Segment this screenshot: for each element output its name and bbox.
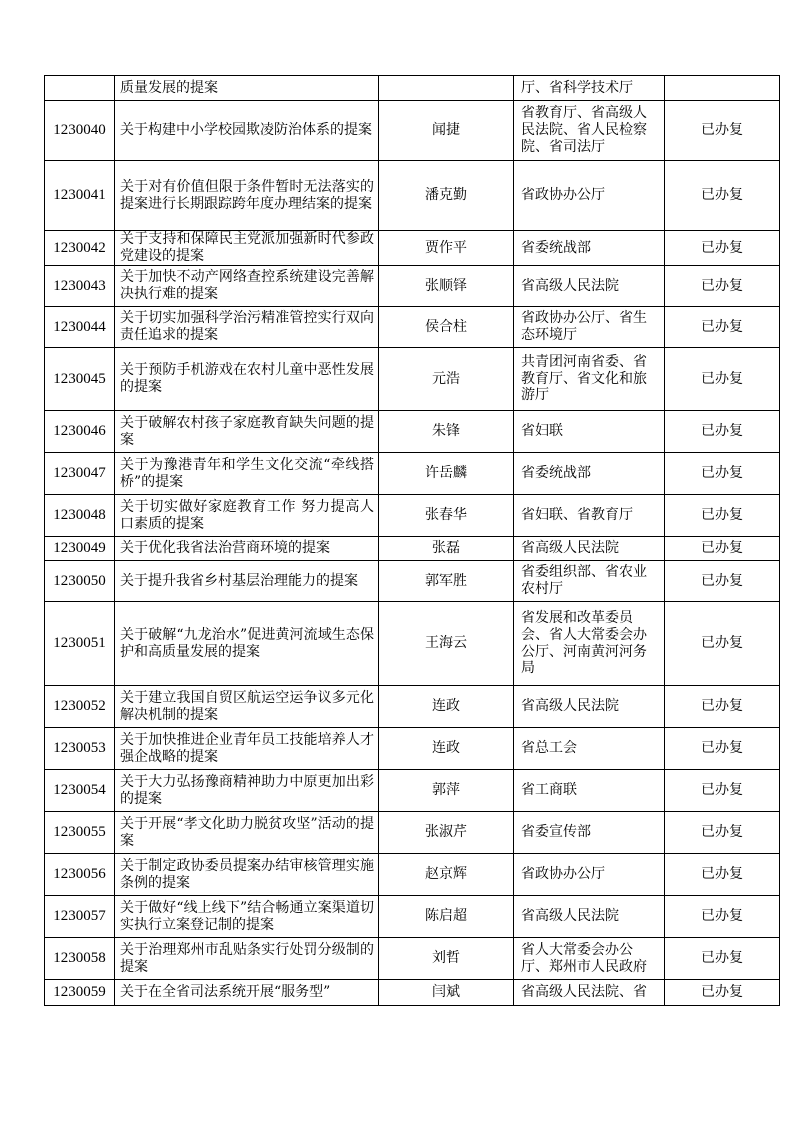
- status-text: 已办复: [665, 938, 780, 980]
- proposal-title: 关于为豫港青年和学生文化交流“牵线搭桥”的提案: [115, 453, 379, 495]
- handling-department: 省高级人民法院: [514, 266, 665, 307]
- proposal-id: 1230051: [45, 602, 115, 686]
- table-row: [45, 770, 780, 812]
- proposer-name: 朱锋: [379, 411, 514, 453]
- proposer-name: 张淑芹: [379, 812, 514, 854]
- table-row: [45, 348, 780, 411]
- handling-department: 省高级人民法院: [514, 537, 665, 561]
- handling-department: 省人大常委会办公厅、郑州市人民政府: [514, 938, 665, 980]
- proposal-title: 关于破解农村孩子家庭教育缺失问题的提案: [115, 411, 379, 453]
- proposer-name: 贾作平: [379, 231, 514, 266]
- table-row: [45, 980, 780, 1006]
- proposer-name: 刘哲: [379, 938, 514, 980]
- table-row: [45, 938, 780, 980]
- proposal-title: 关于建立我国自贸区航运空运争议多元化解决机制的提案: [115, 686, 379, 728]
- proposer-name: 元浩: [379, 348, 514, 411]
- proposer-name: 连政: [379, 686, 514, 728]
- proposal-id: 1230052: [45, 686, 115, 728]
- proposal-id: 1230054: [45, 770, 115, 812]
- proposer-name: 许岳麟: [379, 453, 514, 495]
- status-text: 已办复: [665, 453, 780, 495]
- status-text: 已办复: [665, 231, 780, 266]
- table-row: [45, 495, 780, 537]
- proposal-title: 关于优化我省法治营商环境的提案: [115, 537, 379, 561]
- status-text: 已办复: [665, 411, 780, 453]
- proposal-title: 关于治理郑州市乱贴条实行处罚分级制的提案: [115, 938, 379, 980]
- proposal-title: 关于加快推进企业青年员工技能培养人才强企战略的提案: [115, 728, 379, 770]
- status-text: 已办复: [665, 812, 780, 854]
- handling-department: 省高级人民法院、省: [514, 980, 665, 1006]
- proposal-id: 1230053: [45, 728, 115, 770]
- handling-department: 省政协办公厅: [514, 854, 665, 896]
- proposal-id: 1230042: [45, 231, 115, 266]
- proposer-name: 张磊: [379, 537, 514, 561]
- proposal-title: 关于开展“孝文化助力脱贫攻坚”活动的提案: [115, 812, 379, 854]
- status-text: 已办复: [665, 980, 780, 1006]
- proposer-name: 闻捷: [379, 101, 514, 161]
- proposal-table: [44, 75, 780, 1006]
- handling-department: 厅、省科学技术厅: [514, 76, 665, 101]
- handling-department: 省发展和改革委员会、省人大常委会办公厅、河南黄河河务局: [514, 602, 665, 686]
- proposal-id: 1230044: [45, 307, 115, 348]
- proposer-name: [379, 76, 514, 101]
- status-text: 已办复: [665, 537, 780, 561]
- status-text: 已办复: [665, 101, 780, 161]
- proposer-name: 王海云: [379, 602, 514, 686]
- table-row: [45, 537, 780, 561]
- handling-department: 省妇联: [514, 411, 665, 453]
- proposal-id: [45, 76, 115, 101]
- proposal-id: 1230041: [45, 161, 115, 231]
- table-row: [45, 686, 780, 728]
- table-row: [45, 231, 780, 266]
- proposal-title: 关于预防手机游戏在农村儿童中恶性发展的提案: [115, 348, 379, 411]
- proposal-id: 1230048: [45, 495, 115, 537]
- handling-department: 省委组织部、省农业农村厅: [514, 561, 665, 602]
- status-text: 已办复: [665, 770, 780, 812]
- table-row: [45, 812, 780, 854]
- proposal-id: 1230056: [45, 854, 115, 896]
- table-row: [45, 307, 780, 348]
- handling-department: 省政协办公厅: [514, 161, 665, 231]
- proposer-name: 陈启超: [379, 896, 514, 938]
- status-text: 已办复: [665, 728, 780, 770]
- proposal-title: 关于在全省司法系统开展“服务型”: [115, 980, 379, 1006]
- handling-department: 省委统战部: [514, 453, 665, 495]
- proposal-id: 1230055: [45, 812, 115, 854]
- proposer-name: 赵京辉: [379, 854, 514, 896]
- handling-department: 省委宣传部: [514, 812, 665, 854]
- proposal-id: 1230047: [45, 453, 115, 495]
- proposal-table-body: [45, 76, 780, 1006]
- proposal-title: 关于大力弘扬豫商精神助力中原更加出彩的提案: [115, 770, 379, 812]
- table-row: [45, 896, 780, 938]
- status-text: 已办复: [665, 495, 780, 537]
- handling-department: 共青团河南省委、省教育厅、省文化和旅游厅: [514, 348, 665, 411]
- status-text: [665, 76, 780, 101]
- handling-department: 省总工会: [514, 728, 665, 770]
- status-text: 已办复: [665, 307, 780, 348]
- proposal-id: 1230058: [45, 938, 115, 980]
- table-row: [45, 161, 780, 231]
- status-text: 已办复: [665, 602, 780, 686]
- handling-department: 省教育厅、省高级人民法院、省人民检察院、省司法厅: [514, 101, 665, 161]
- status-text: 已办复: [665, 348, 780, 411]
- proposal-title: 关于构建中小学校园欺凌防治体系的提案: [115, 101, 379, 161]
- proposal-title: 关于破解“九龙治水”促进黄河流域生态保护和高质量发展的提案: [115, 602, 379, 686]
- status-text: 已办复: [665, 561, 780, 602]
- proposer-name: 连政: [379, 728, 514, 770]
- proposal-id: 1230049: [45, 537, 115, 561]
- handling-department: 省高级人民法院: [514, 686, 665, 728]
- handling-department: 省委统战部: [514, 231, 665, 266]
- table-row: [45, 602, 780, 686]
- proposal-title: 关于支持和保障民主党派加强新时代参政党建设的提案: [115, 231, 379, 266]
- proposal-id: 1230040: [45, 101, 115, 161]
- proposal-id: 1230043: [45, 266, 115, 307]
- status-text: 已办复: [665, 896, 780, 938]
- proposal-title: 关于做好“线上线下”结合畅通立案渠道切实执行立案登记制的提案: [115, 896, 379, 938]
- proposal-title: 关于切实做好家庭教育工作 努力提高人口素质的提案: [115, 495, 379, 537]
- proposer-name: 郭军胜: [379, 561, 514, 602]
- table-row: [45, 561, 780, 602]
- handling-department: 省工商联: [514, 770, 665, 812]
- status-text: 已办复: [665, 266, 780, 307]
- proposal-id: 1230046: [45, 411, 115, 453]
- status-text: 已办复: [665, 686, 780, 728]
- proposer-name: 郭萍: [379, 770, 514, 812]
- proposer-name: 张春华: [379, 495, 514, 537]
- table-row: [45, 411, 780, 453]
- proposal-id: 1230057: [45, 896, 115, 938]
- table-row: [45, 453, 780, 495]
- proposal-title: 关于加快不动产网络查控系统建设完善解决执行难的提案: [115, 266, 379, 307]
- handling-department: 省妇联、省教育厅: [514, 495, 665, 537]
- proposer-name: 潘克勤: [379, 161, 514, 231]
- proposer-name: 侯合柱: [379, 307, 514, 348]
- table-row: [45, 76, 780, 101]
- proposal-title: 质量发展的提案: [115, 76, 379, 101]
- proposer-name: 张顺铎: [379, 266, 514, 307]
- table-row: [45, 728, 780, 770]
- table-row: [45, 266, 780, 307]
- proposal-id: 1230045: [45, 348, 115, 411]
- proposal-title: 关于制定政协委员提案办结审核管理实施条例的提案: [115, 854, 379, 896]
- status-text: 已办复: [665, 854, 780, 896]
- proposal-id: 1230050: [45, 561, 115, 602]
- proposal-title: 关于提升我省乡村基层治理能力的提案: [115, 561, 379, 602]
- handling-department: 省政协办公厅、省生态环境厅: [514, 307, 665, 348]
- proposer-name: 闫斌: [379, 980, 514, 1006]
- handling-department: 省高级人民法院: [514, 896, 665, 938]
- status-text: 已办复: [665, 161, 780, 231]
- table-row: [45, 101, 780, 161]
- proposal-title: 关于切实加强科学治污精准管控实行双向责任追求的提案: [115, 307, 379, 348]
- proposal-id: 1230059: [45, 980, 115, 1006]
- table-row: [45, 854, 780, 896]
- proposal-title: 关于对有价值但限于条件暂时无法落实的提案进行长期跟踪跨年度办理结案的提案: [115, 161, 379, 231]
